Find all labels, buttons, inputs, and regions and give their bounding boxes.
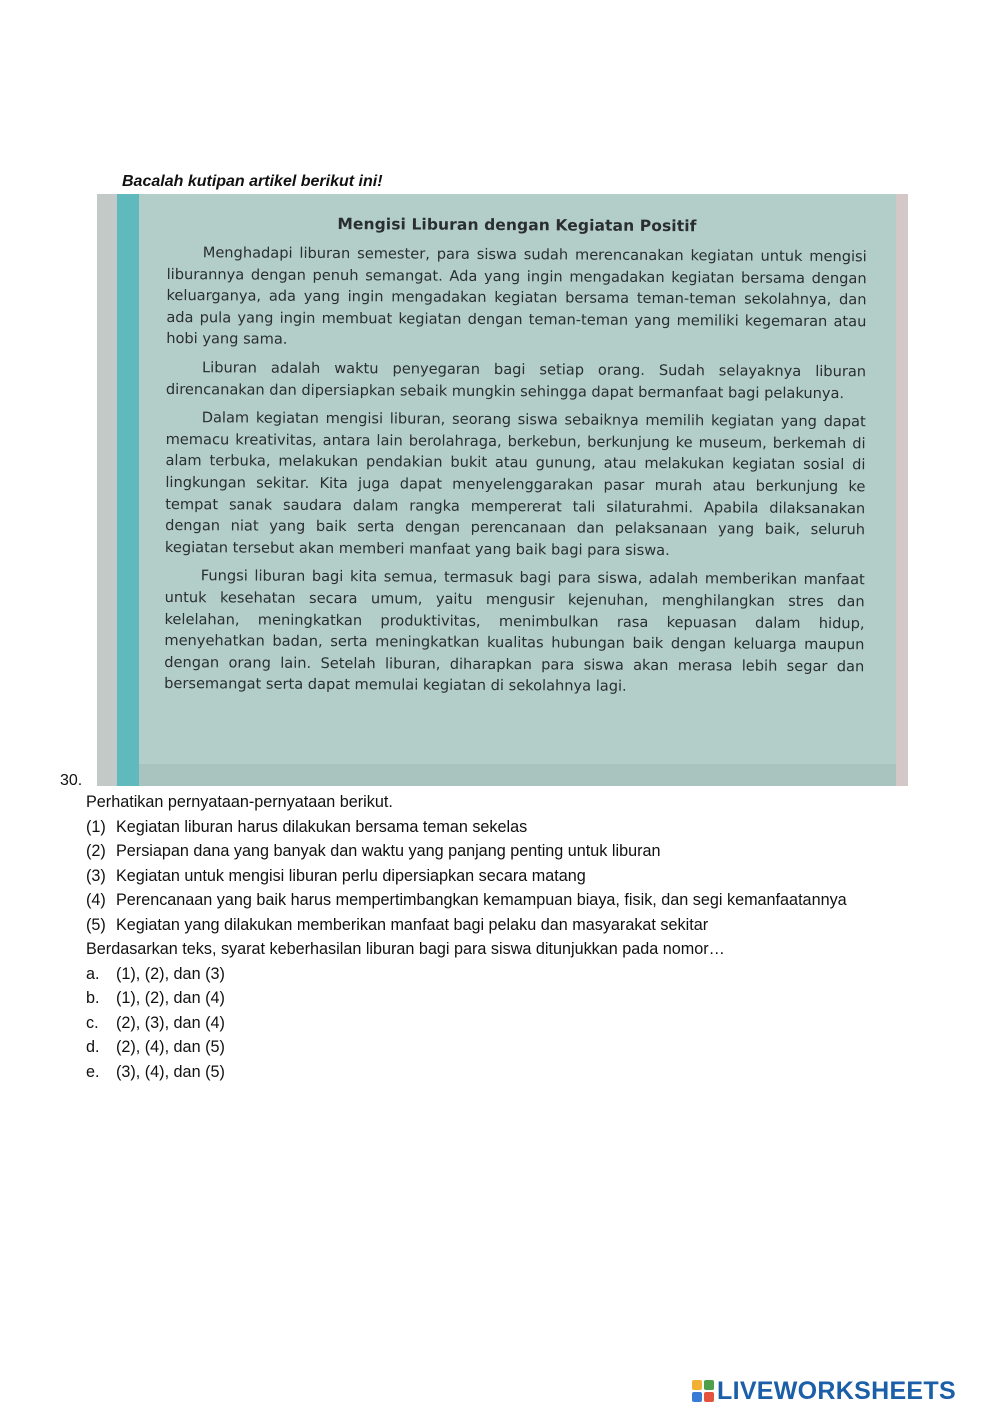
article-paragraph: Liburan adalah waktu penyegaran bagi setiap orang. Sudah selayaknya liburan direncanakan dan dipersiapkan sebaik mungkin sehingga dapat bermanfaat bagi pelakunya.	[165, 359, 867, 402]
question-stem: Perhatikan pernyataan-pernyataan berikut.	[86, 793, 393, 811]
liveworksheets-logo-icon	[692, 1380, 714, 1402]
article-title: Mengisi Liburan dengan Kegiatan Positif	[337, 215, 697, 236]
question-block	[86, 790, 879, 1084]
statement-item	[86, 888, 879, 913]
option-marker: b.	[86, 989, 100, 1007]
article-paragraph: Fungsi liburan bagi kita semua, termasuk bagi para siswa, adalah memberikan manfaat untuk kesehatan secara umum, yaitu mengusir kejenuhan, menghilangkan stres dan kelelahan, meningkatkan produktivitas, menimbulkan rasa kepuasan dalam hidup, menyehatkan badan, serta meningkatkan kualitas hubungan baik dengan keluarga maupun dengan orang lain. Setelah liburan, diharapkan para siswa akan merasa lebih segar dan bersemangat serta dapat memulai kegiatan di sekolahnya lagi.	[164, 567, 865, 696]
answer-options	[86, 962, 879, 1085]
page-stripe	[117, 194, 139, 786]
option-text: (1), (2), dan (3)	[116, 964, 225, 983]
instruction-text: Bacalah kutipan artikel berikut ini!	[122, 173, 383, 190]
statement-marker: (3)	[86, 866, 106, 885]
option-marker: a.	[86, 964, 100, 983]
statement-item	[86, 864, 879, 889]
logo-text: LIVEWORKSHEETS	[717, 1376, 956, 1405]
option-text: (2), (4), dan (5)	[116, 1038, 225, 1056]
article-photo	[97, 194, 908, 786]
article	[164, 214, 867, 706]
statement-text: Kegiatan liburan harus dilakukan bersama teman sekelas	[116, 817, 528, 836]
question-prompt: Berdasarkan teks, syarat keberhasilan liburan bagi para siswa ditunjukkan pada nomor…	[86, 940, 725, 958]
statement-marker: (2)	[86, 842, 106, 860]
question-number: 30.	[60, 772, 83, 789]
statement-text: Perencanaan yang baik harus mempertimbangkan kemampuan biaya, fisik, dan segi kemanfaatannya	[116, 891, 847, 909]
statement-marker: (1)	[86, 817, 106, 836]
answer-option-c[interactable]	[86, 1011, 879, 1036]
answer-option-a[interactable]	[86, 962, 879, 987]
option-text: (1), (2), dan (4)	[116, 989, 225, 1007]
answer-option-b[interactable]	[86, 986, 879, 1011]
liveworksheets-logo[interactable]	[692, 1376, 956, 1406]
statement-text: Kegiatan yang dilakukan memberikan manfaat bagi pelaku dan masyarakat sekitar	[116, 915, 709, 934]
option-text: (2), (3), dan (4)	[116, 1013, 225, 1032]
article-paragraph: Menghadapi liburan semester, para siswa sudah merencanakan kegiatan untuk mengisi liburannya dengan penuh semangat. Ada yang ingin mengadakan kegiatan bersama dengan keluarganya, ada yang ingin mengadakan kegiatan bersama teman-teman sekolahnya, dan ada pula yang ingin membuat kegiatan dengan teman-teman yang memiliki kegemaran atau hobi yang sama.	[166, 244, 867, 349]
article-paragraph: Dalam kegiatan mengisi liburan, seorang siswa sebaiknya memilih kegiatan yang dapat memacu kreativitas, antara lain berolahraga, berkebun, berkunjung ke museum, berkemah di alam terbuka, melakukan pendakian bukit atau gunung, atau melakukan kegiatan sosial di lingkungan sekitar. Kita juga dapat menyelenggarakan pasar murah atau berkunjung ke tempat sanak saudara dalam rangka mempererat tali silaturahmi. Apabila dilaksanakan dengan niat yang baik serta dengan perencanaan dan pelaksanaan yang baik, seluruh kegiatan tersebut akan memberi manfaat yang baik bagi para siswa.	[164, 409, 866, 559]
answer-option-d[interactable]	[86, 1035, 879, 1060]
statement-text: Persiapan dana yang banyak dan waktu yang panjang penting untuk liburan	[116, 842, 661, 860]
statement-marker: (5)	[86, 915, 106, 934]
option-text: (3), (4), dan (5)	[116, 1062, 225, 1081]
option-marker: c.	[86, 1013, 99, 1032]
statement-list	[86, 815, 879, 938]
statement-text: Kegiatan untuk mengisi liburan perlu dipersiapkan secara matang	[116, 866, 586, 885]
answer-option-e[interactable]	[86, 1060, 879, 1085]
option-marker: e.	[86, 1062, 100, 1081]
statement-item	[86, 913, 879, 938]
statement-marker: (4)	[86, 891, 106, 909]
statement-item	[86, 815, 879, 840]
statement-item	[86, 839, 879, 864]
option-marker: d.	[86, 1038, 100, 1056]
